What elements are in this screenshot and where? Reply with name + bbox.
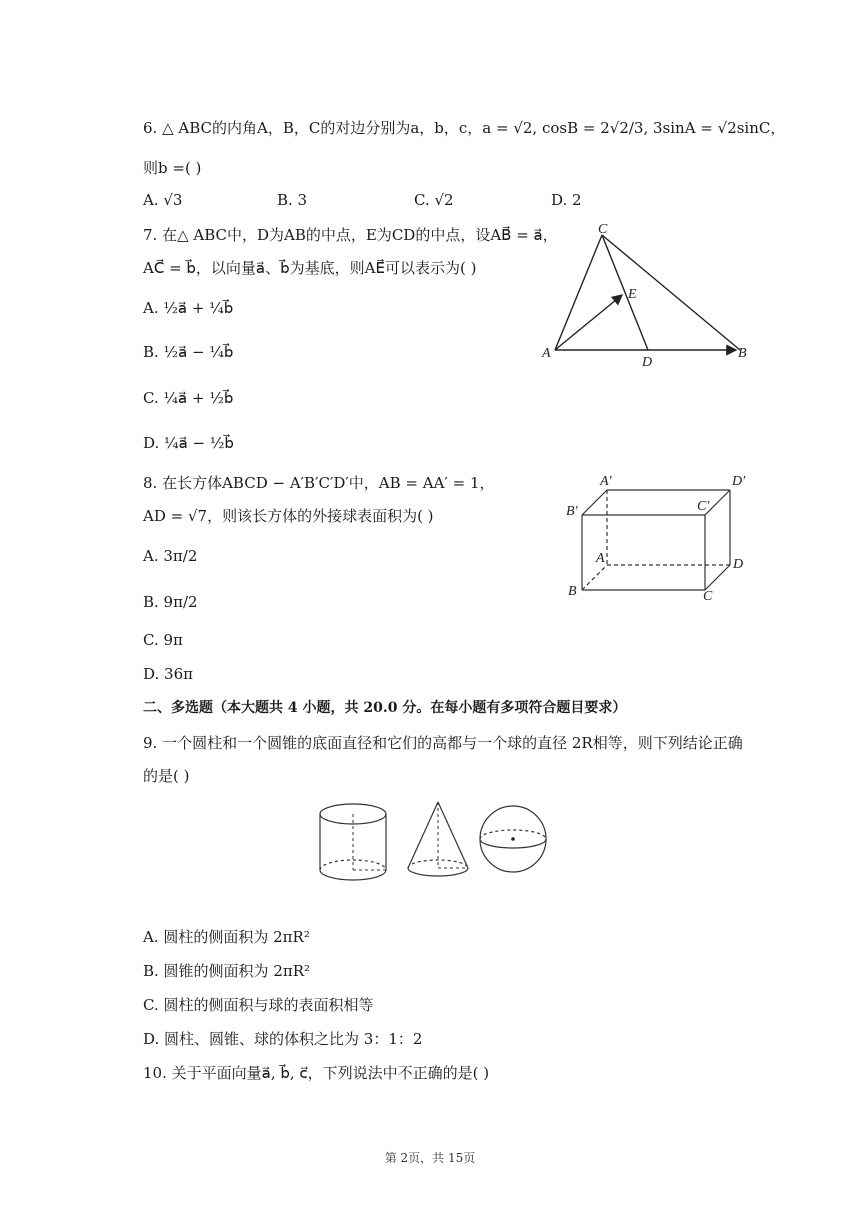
q8-stem: 8. 在长方体ABCD − A′B′C′D′中，AB = AA′ = 1， xyxy=(143,474,495,492)
q9-option-b: B. 圆锥的侧面积为 2πR² xyxy=(143,962,311,980)
label-a1: A′ xyxy=(600,474,612,489)
label-b: B xyxy=(738,346,747,361)
q7-option-d: D. ¼a⃗ − ½b⃗ xyxy=(143,434,234,452)
label-d: D xyxy=(733,557,744,572)
q9-stem: 9. 一个圆柱和一个圆锥的底面直径和它们的高都与一个球的直径 2R相等，则下列结论正确 xyxy=(143,734,743,752)
q9-stem-cont: 的是( ) xyxy=(143,767,190,785)
q7-option-c: C. ¼a⃗ + ½b⃗ xyxy=(143,389,234,407)
segment-ac xyxy=(555,235,602,350)
q6-option-d: D. 2 xyxy=(551,191,582,209)
q6-option-a: A. √3 xyxy=(143,191,183,209)
q7-option-a: A. ½a⃗ + ¼b⃗ xyxy=(143,299,234,317)
q8-option-d: D. 36π xyxy=(143,665,193,683)
vector-ae xyxy=(555,295,622,350)
q8-option-c: C. 9π xyxy=(143,631,183,649)
q7-triangle-figure xyxy=(540,220,760,370)
q8-cuboid-figure xyxy=(560,465,760,605)
q6-option-b: B. 3 xyxy=(277,191,308,209)
label-b1: B′ xyxy=(566,504,578,519)
q8-option-b: B. 9π/2 xyxy=(143,593,198,611)
segment-cd xyxy=(602,235,648,350)
q7-stem-cont: AC⃗ = b⃗，以向量a⃗、b⃗为基底，则AE⃗可以表示为( ) xyxy=(143,259,477,277)
label-c1: C′ xyxy=(697,499,710,514)
q6-option-c: C. √2 xyxy=(414,191,454,209)
q10-stem: 10. 关于平面向量a⃗, b⃗, c⃗，下列说法中不正确的是( ) xyxy=(143,1064,490,1082)
cylinder-shape xyxy=(320,804,386,880)
q9-option-c: C. 圆柱的侧面积与球的表面积相等 xyxy=(143,996,374,1014)
q7-stem: 7. 在△ ABC中，D为AB的中点，E为CD的中点，设AB⃗ = a⃗， xyxy=(143,226,558,244)
label-b: B xyxy=(568,584,577,599)
section-2-heading: 二、多选题（本大题共 4 小题，共 20.0 分。在每小题有多项符合题目要求） xyxy=(143,700,627,716)
label-d1: D′ xyxy=(732,474,746,489)
q6-stem-cont: 则b =( ) xyxy=(143,159,202,177)
q8-option-a: A. 3π/2 xyxy=(143,547,198,565)
label-c: C xyxy=(598,222,608,237)
label-e: E xyxy=(628,287,637,302)
cone-shape xyxy=(408,802,468,876)
label-a: A xyxy=(596,551,605,566)
q8-stem-cont: AD = √7，则该长方体的外接球表面积为( ) xyxy=(143,507,434,525)
q7-option-b: B. ½a⃗ − ¼b⃗ xyxy=(143,343,234,361)
page-footer: 第 2页，共 15页 xyxy=(384,1151,476,1165)
q9-option-a: A. 圆柱的侧面积为 2πR² xyxy=(143,928,310,946)
sphere-shape xyxy=(480,806,546,872)
label-c: C xyxy=(703,589,713,604)
q9-option-d: D. 圆柱、圆锥、球的体积之比为 3：1：2 xyxy=(143,1030,423,1048)
label-d: D xyxy=(642,355,653,370)
q6-stem: 6. △ ABC的内角A，B，C的对边分别为a，b，c，a = √2, cosB = 2√2/3, 3sinA = √2sinC， xyxy=(143,119,786,137)
segment-cb xyxy=(602,235,740,350)
label-a: A xyxy=(542,346,551,361)
q9-solids-figure xyxy=(310,792,560,892)
